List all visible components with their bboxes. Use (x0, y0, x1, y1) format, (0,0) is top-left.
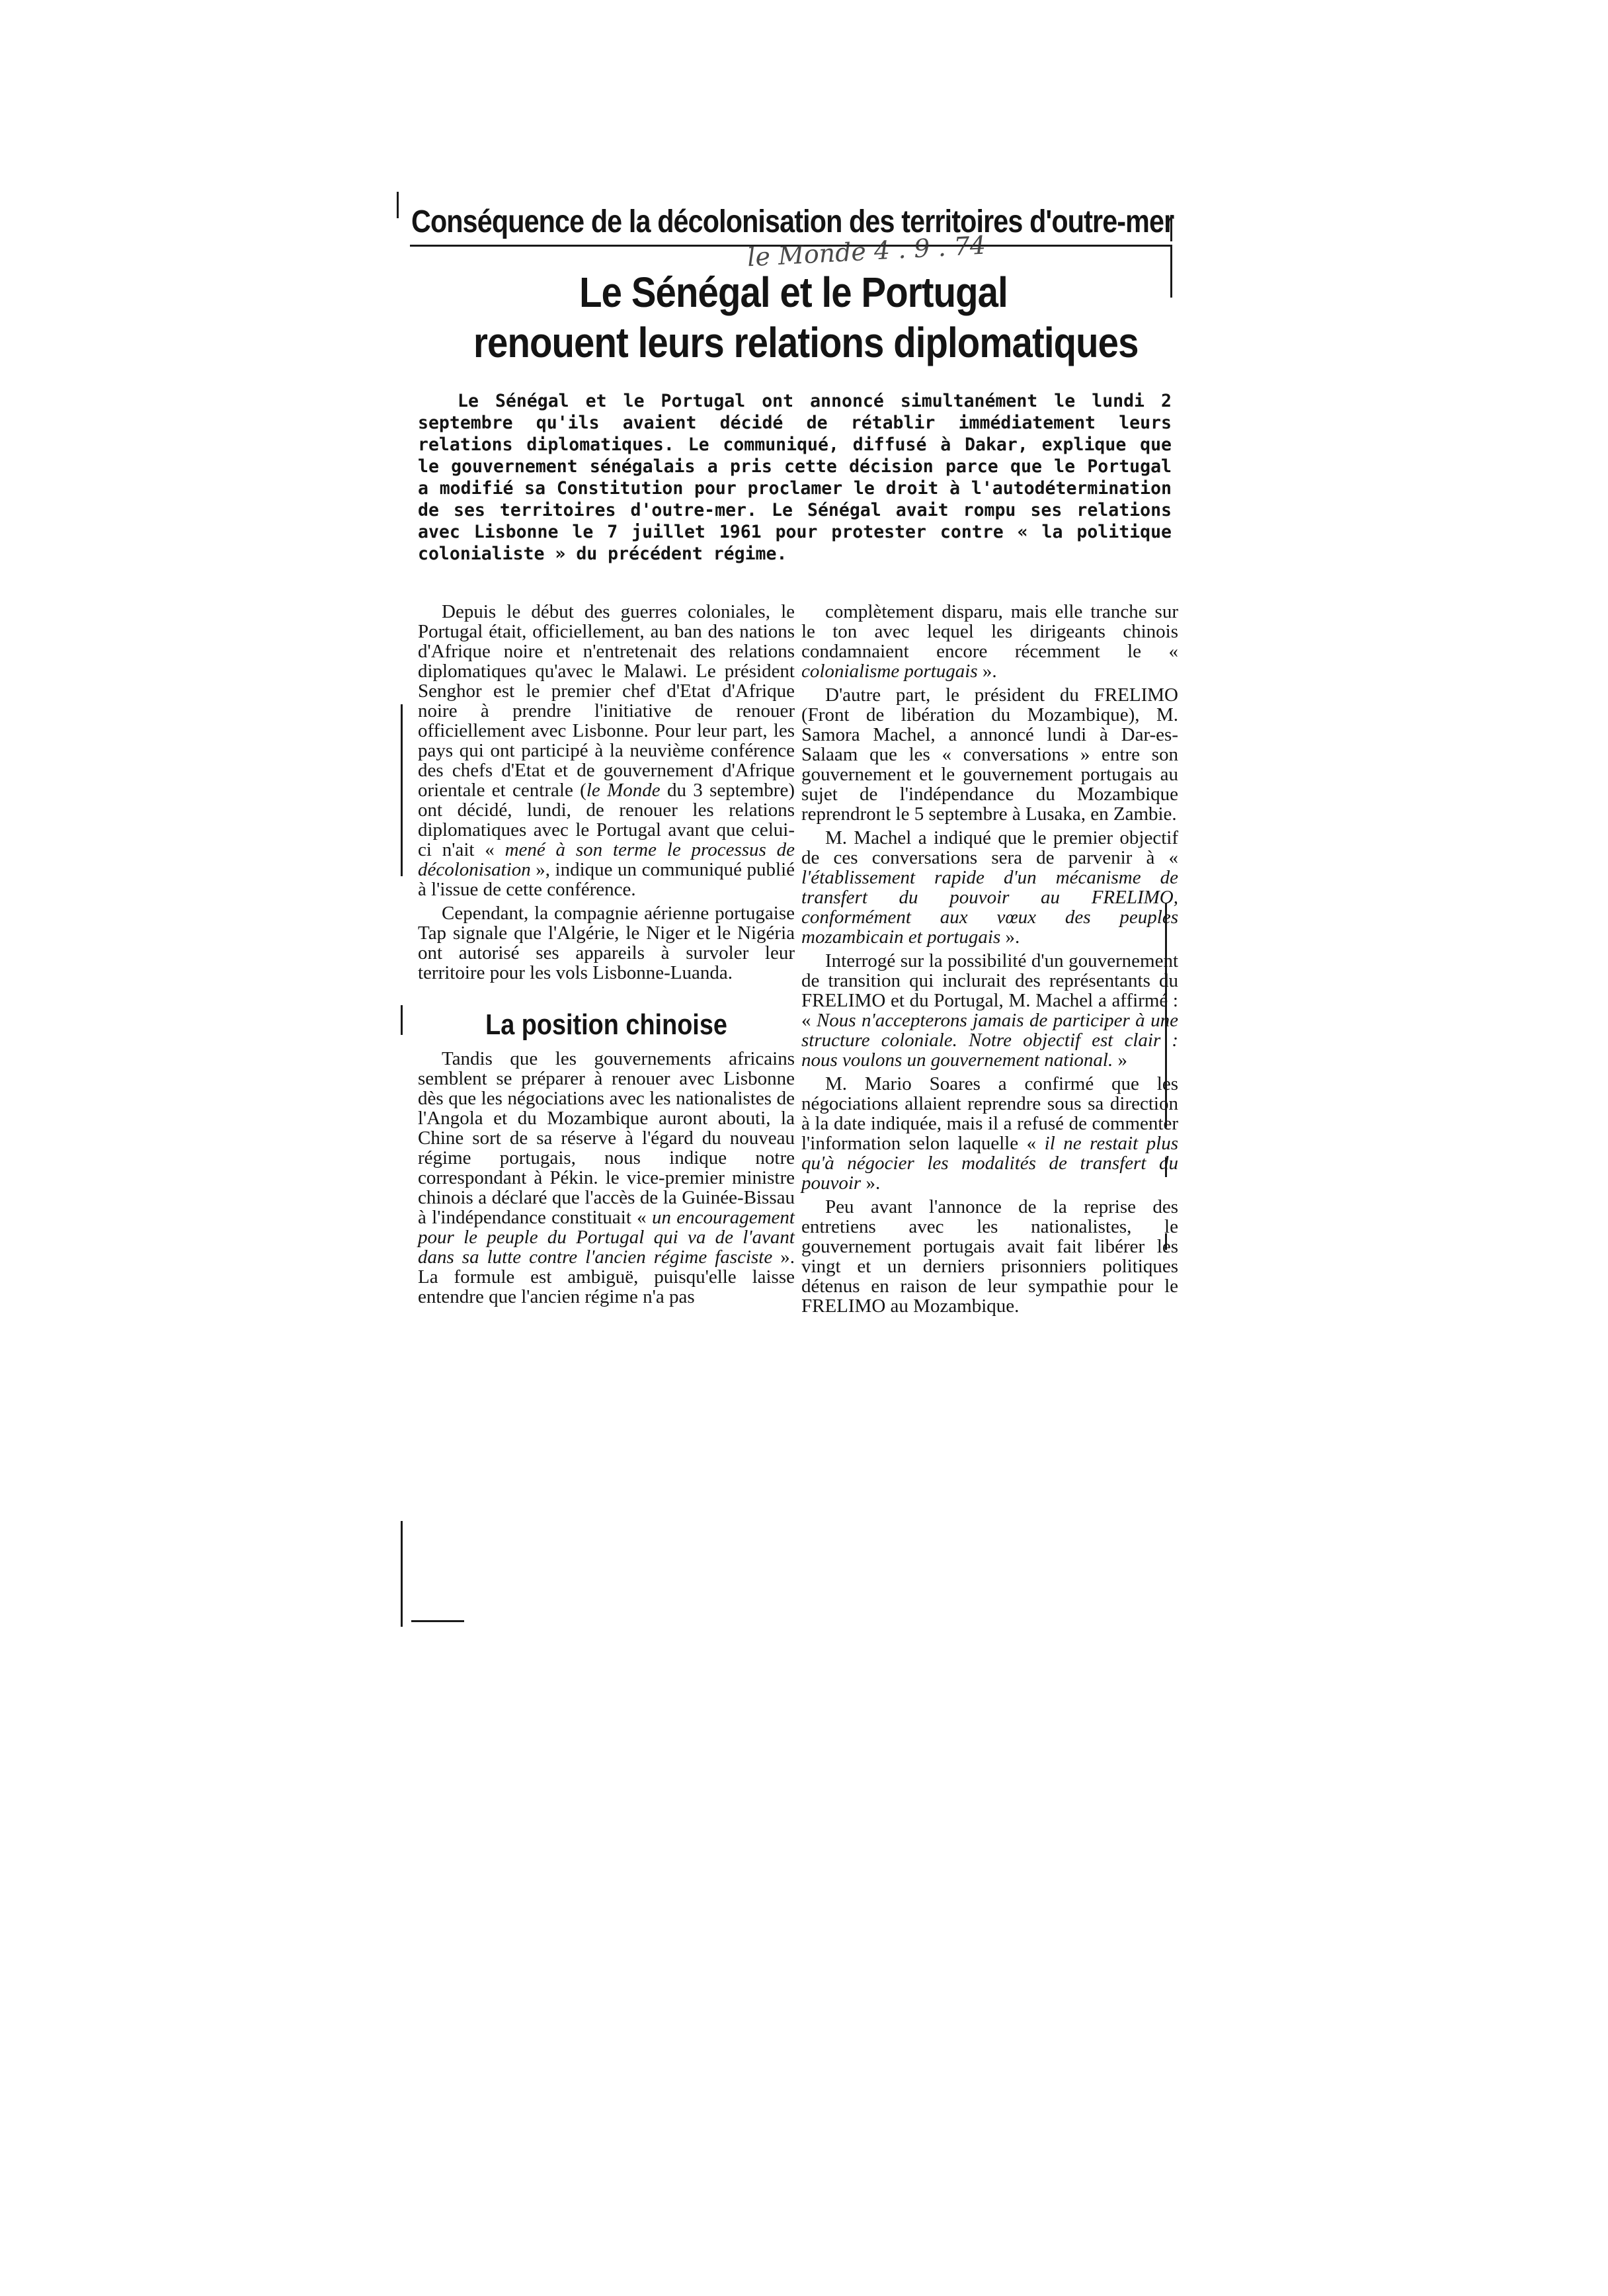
end-rule (411, 1620, 464, 1622)
kicker-right-mark (1170, 215, 1172, 241)
body-paragraph: complètement disparu, mais elle tranche sur le ton avec lequel les dirigeants chinois condamnaient encore récemment le « colonialisme portugais ». (801, 601, 1178, 682)
kicker: Conséquence de la décolonisation des territoires d'outre-mer (411, 204, 1174, 239)
body-paragraph: Interrogé sur la possibilité d'un gouvernement de transition qui inclurait des représentants du FRELIMO et du Portugal, M. Machel a affirmé : « Nous n'accepterons jamais de participer à une structure coloniale. Notre objectif est clair : nous voulons un gouvernement national. » (801, 950, 1178, 1071)
headline-line-2: renouent leurs relations diplomatiques (473, 318, 1139, 366)
lead-paragraph: Le Sénégal et le Portugal ont annoncé simultanément le lundi 2 septembre qu'ils avaient décidé de rétablir immédiatement leurs relations diplomatiques. Le communiqué, diffusé à Dakar, explique que le gouvernement sénégalais a pris cette décision parce que le Portugal a modifié sa Constitution pour proclamer le droit à l'autodétermination de ses territoires d'outre-mer. Le Sénégal avait rompu ses relations avec Lisbonne le 7 juillet 1961 pour protester contre « la politique colonialiste » du précédent régime. (418, 391, 1172, 564)
headline-line-1: Le Sénégal et le Portugal (579, 268, 1008, 316)
left-margin-mark (401, 1521, 403, 1627)
body-paragraph: M. Machel a indiqué que le premier objectif de ces conversations sera de parvenir à « l'établissement rapide d'un mécanisme de transfert du pouvoir au FRELIMO, conformément aux vœux des peuples mozambicain et portugais ». (801, 827, 1178, 948)
left-margin-mark (401, 704, 403, 876)
body-paragraph: Depuis le début des guerres coloniales, le Portugal était, officiellement, au ban des nations d'Afrique noire et n'entretenait des relations diplomatiques qu'avec le Malawi. Le président Senghor est le premier chef d'Etat d'Afrique noire à prendre l'initiative de renouer officiellement avec Lisbonne. Pour leur part, les pays qui ont participé à la neuvième conférence des chefs d'Etat et de gouvernement d'Afrique orientale et centrale (le Monde du 3 septembre) ont décidé, lundi, de renouer les relations diplomatiques avec le Portugal avant que celui-ci n'ait « mené à son terme le processus de décolonisation », indique un communiqué publié à l'issue de cette conférence. (418, 601, 795, 900)
right-margin-mark (1170, 245, 1172, 298)
body-paragraph: Cependant, la compagnie aérienne portugaise Tap signale que l'Algérie, le Niger et le Nigéria ont autorisé ses appareils à survoler leur territoire pour les vols Lisbonne-Luanda. (418, 903, 795, 983)
body-paragraph: M. Mario Soares a confirmé que les négociations allaient reprendre sous sa direction à la date indiquée, mais il a refusé de commenter l'information selon laquelle « il ne restait plus qu'à négocier les modalités de transfert du pouvoir ». (801, 1073, 1178, 1194)
headline (430, 268, 1157, 368)
left-margin-mark (401, 1005, 403, 1035)
newspaper-clipping (397, 192, 1184, 1633)
subheading: La position chinoise (485, 1008, 727, 1041)
handwritten-annotation: le Monde 4 . 9 . 74 (746, 230, 986, 272)
body-paragraph: D'autre part, le président du FRELIMO (Front de libération du Mozambique), M. Samora Machel, a annoncé lundi à Dar-es-Salaam que les « conversations » entre son gouvernement et le gouvernement portugais au sujet de l'indépendance du Mozambique reprendront le 5 septembre à Lusaka, en Zambie. (801, 684, 1178, 825)
kicker-left-mark (397, 192, 399, 218)
left-column (418, 602, 795, 1311)
body-paragraph: Tandis que les gouvernements africains semblent se préparer à renouer avec Lisbonne dès que les négociations avec les nationalistes de l'Angola et du Mozambique auront abouti, la Chine sort de sa réserve à l'égard du nouveau régime portugais, nous indique notre correspondant à Pékin. le vice-premier ministre chinois a déclaré que l'accès de la Guinée-Bissau à l'indépendance constituait « un encouragement pour le peuple du Portugal qui va de l'avant dans sa lutte contre l'ancien régime fasciste ». La formule est ambiguë, puisqu'elle laisse entendre que l'ancien régime n'a pas (418, 1048, 795, 1308)
right-column (801, 602, 1178, 1320)
body-paragraph: Peu avant l'annonce de la reprise des entretiens avec les nationalistes, le gouvernement portugais avait fait libérer les vingt et un derniers prisonniers politiques détenus en raison de leur sympathie pour le FRELIMO au Mozambique. (801, 1196, 1178, 1317)
